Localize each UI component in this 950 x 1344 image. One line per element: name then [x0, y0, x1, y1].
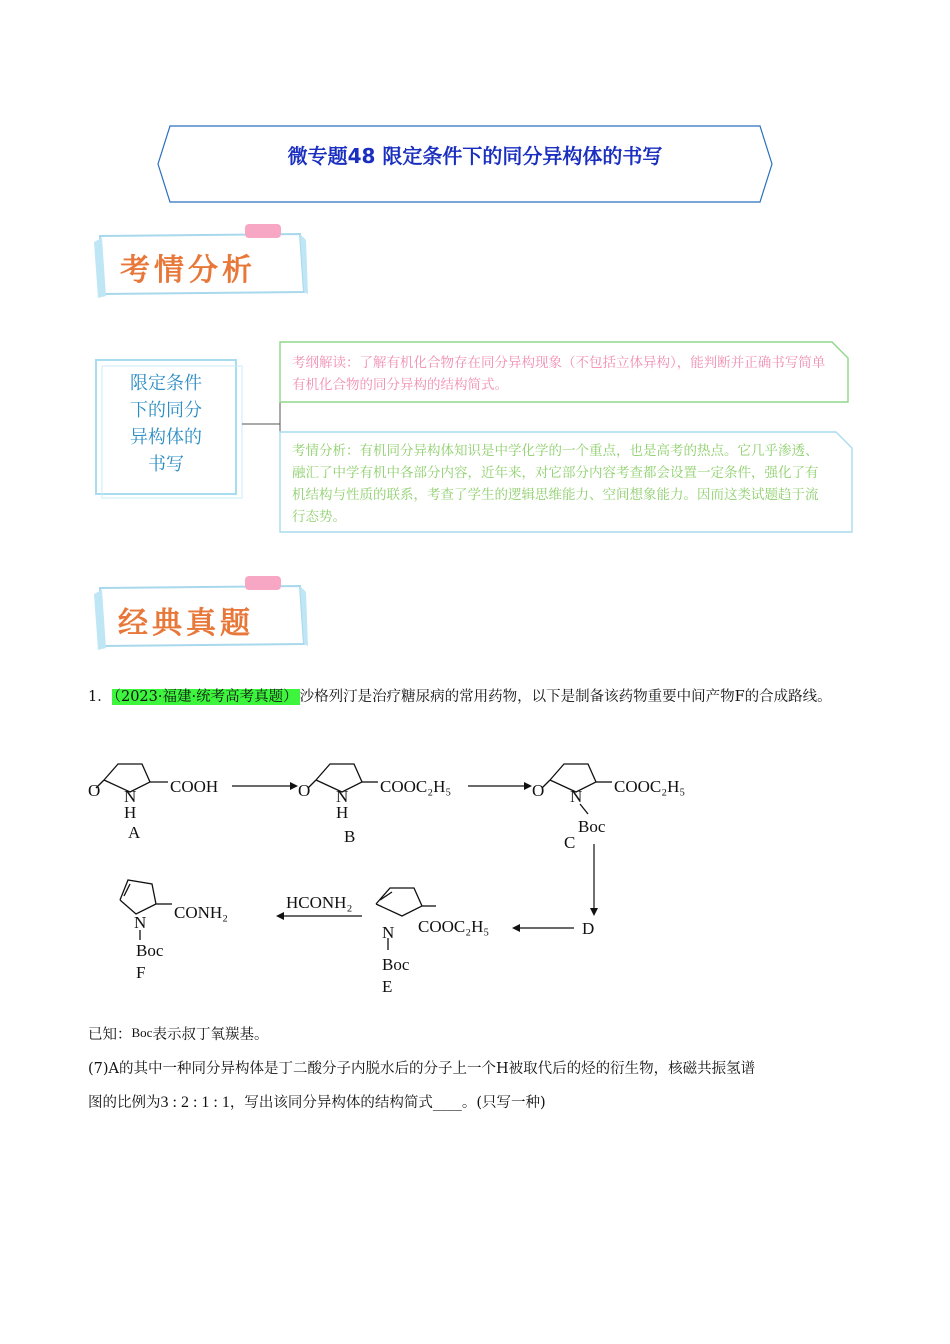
- functional-group: CONH₂: [174, 903, 229, 922]
- part7-line2: [88, 1092, 868, 1114]
- boc-group: Boc: [382, 955, 410, 974]
- question-part-7: [88, 1058, 868, 1114]
- part7-text: 图的比例为: [88, 1095, 161, 1111]
- section-title-real-questions: 经典真题: [118, 606, 254, 641]
- atom-label: N: [382, 923, 395, 942]
- boc-symbol: Boc: [131, 1025, 153, 1040]
- compound-C: [532, 764, 685, 852]
- part7-text: 。(只写一种): [461, 1095, 546, 1111]
- part7-line1: (7)A的其中一种同分异构体是丁二酸分子内脱水后的分子上一个H被取代后的烃的衍生物，核磁共振氢谱: [88, 1061, 756, 1077]
- topic-box-text: [108, 370, 224, 478]
- compound-A: [88, 764, 218, 842]
- compound-label: E: [382, 977, 393, 996]
- note-analysis: 考情分析：有机同分异构体知识是中学化学的一个重点，也是高考的热点。它几乎渗透、融汇了中学有机中各部分内容，近年来，对它部分内容考查都会设置一定条件，强化了有机结构与性质的联系，考查了学生的逻辑思维能力、空间想象能力。因而这类试题趋于流行态势。: [292, 443, 819, 525]
- atom-label: N: [124, 787, 137, 806]
- compound-label: C: [564, 833, 576, 852]
- compound-label: F: [136, 963, 146, 982]
- known-suffix: 表示叔丁氧羰基。: [152, 1027, 269, 1043]
- arrow-head: [590, 908, 598, 916]
- compound-E: [376, 888, 489, 996]
- atom-label: O: [532, 781, 545, 800]
- arrow-head: [276, 912, 284, 920]
- functional-group: COOC₂H₅: [380, 777, 452, 796]
- reagent-label: HCONH₂: [286, 893, 353, 912]
- topic-line: 异构体的: [130, 427, 202, 448]
- compound-D-label: D: [582, 919, 595, 938]
- topic-line: 书写: [148, 454, 184, 475]
- source-badge: （2023·福建·统考高考真题）: [113, 689, 298, 705]
- functional-group: COOH: [170, 777, 219, 796]
- compound-label: A: [128, 823, 141, 842]
- synthesis-scheme: [80, 752, 720, 1002]
- atom-label: N: [570, 787, 583, 806]
- note-syllabus: 考纲解读：了解有机化合物存在同分异构现象（不包括立体异构），能判断并正确书写简单有机化合物的同分异构的结构简式。: [292, 355, 826, 393]
- answer-blank[interactable]: ____: [432, 1095, 462, 1111]
- paperclip-icon: [245, 224, 281, 238]
- topic-line: 限定条件: [130, 373, 202, 394]
- functional-group: COOC₂H₅: [614, 777, 686, 796]
- section-title-analysis: 考情分析: [120, 253, 256, 288]
- topic-line: 下的同分: [130, 400, 202, 421]
- question-stem: [88, 686, 868, 708]
- part7-text: ，写出该同分异构体的结构简式: [229, 1095, 433, 1111]
- atom-label: N: [336, 787, 349, 806]
- known-prefix: 已知：: [88, 1027, 132, 1043]
- compound-label: B: [344, 827, 356, 846]
- atom-label: H: [124, 803, 137, 822]
- compound-F: [120, 880, 228, 982]
- nmr-ratio: 3 : 2 : 1 : 1: [160, 1094, 230, 1111]
- compound-B: [298, 764, 451, 846]
- question-number: 1．: [88, 689, 112, 705]
- atom-label: O: [88, 781, 101, 800]
- atom-label: N: [134, 913, 147, 932]
- atom-label: H: [336, 803, 349, 822]
- arrow-head: [524, 782, 532, 790]
- paperclip-icon: [245, 576, 281, 590]
- arrow-head: [512, 924, 520, 932]
- boc-group: Boc: [578, 817, 606, 836]
- question-text: 沙格列汀是治疗糖尿病的常用药物，以下是制备该药物重要中间产物F的合成路线。: [299, 689, 832, 705]
- boc-group: Boc: [136, 941, 164, 960]
- arrow-head: [290, 782, 298, 790]
- known-note: [88, 1022, 268, 1046]
- functional-group: COOC₂H₅: [418, 917, 490, 936]
- page-title: 微专题48 限定条件下的同分异构体的书写: [287, 144, 663, 168]
- atom-label: O: [298, 781, 311, 800]
